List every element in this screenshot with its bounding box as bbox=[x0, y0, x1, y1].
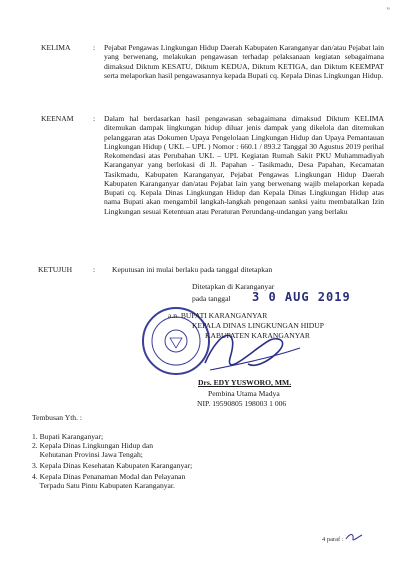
list-item: 1. Bupati Karanganyar; bbox=[32, 432, 104, 441]
clause-label-ketujuh: KETUJUH bbox=[38, 265, 73, 274]
place-line: Ditetapkan di Karanganyar bbox=[192, 282, 275, 291]
clause-colon: : bbox=[93, 265, 96, 274]
paraf-signature bbox=[344, 531, 364, 543]
list-item: 3. Kepala Dinas Kesehatan Kabupaten Karanganyar; bbox=[32, 461, 193, 470]
signatory-name: Drs. EDY YUSWORO, MM. bbox=[198, 378, 292, 387]
list-item: 2. Kepala Dinas Lingkungan Hidup dan bbox=[32, 441, 154, 450]
on-behalf-line: a.n. BUPATI KARANGANYAR bbox=[168, 311, 268, 320]
paraf-label: 4 paraf : bbox=[322, 536, 344, 543]
list-item: 4. Kepala Dinas Penanaman Modal dan Pelayanan bbox=[32, 472, 186, 481]
list-item: Terpadu Satu Pintu Kabupaten Karanganyar. bbox=[32, 481, 175, 490]
signatory-nip: NIP. 19590805 198003 1 006 bbox=[197, 399, 287, 408]
office-line-1: KEPALA DINAS LINGKUNGAN HIDUP bbox=[192, 321, 324, 330]
corner-mark: " bbox=[386, 6, 390, 16]
date-label: pada tanggal bbox=[192, 294, 231, 303]
tembusan-title: Tembusan Yth. : bbox=[32, 413, 83, 422]
clause-colon: : bbox=[93, 114, 96, 123]
list-item: Kehutanan Provinsi Jawa Tengah; bbox=[32, 450, 143, 459]
signatory-rank: Pembina Utama Madya bbox=[208, 389, 280, 398]
clause-label-kelima: KELIMA bbox=[41, 43, 71, 52]
clause-text-ketujuh: Keputusan ini mulai berlaku pada tanggal ditetapkan bbox=[112, 265, 273, 274]
office-line-2: KABUPATEN KARANGANYAR bbox=[205, 331, 310, 340]
clause-colon: : bbox=[93, 43, 96, 52]
clause-text-kelima: Pejabat Pengawas Lingkungan Hidup Daerah Kabupaten Karanganyar dan/atau Pejabat lain yang berwenang, melakukan pengawasan terhadap pelaksanaan kegiatan sebagaimana dimaksud Diktum KESATU, Diktum KEDUA, Diktum KETIGA, dan Diktum KEEMPAT serta melaporkan hasil pengawasannya kepada Bupati cq. Kepala Dinas Lingkungan Hidup. bbox=[104, 43, 384, 80]
clause-text-keenam: Dalam hal berdasarkan hasil pengawasan sebagaimana dimaksud Diktum KELIMA ditemukan dampak lingkungan hidup diluar jenis dampak yang dikelola dan ditemukan pelanggaran atas Dokumen Upaya Pengelolaan Lingkungan Hidup dan Upaya Pemantauan Lingkungan Hidup ( UKL – UPL ) Nomor : 660.1 / 893.2 Tanggal 30 Agustus 2019 perihal Rekomendasi atas Perubahan UKL – UPL Kegiatan Rumah Sakit PKU Muhammadiyah Karanganyar yang berlokasi di Jl. Papahan - Tasikmadu, Desa Papahan, Kecamatan Tasikmadu, Kabupaten Karanganyar, Pejabat Pengawas Lingkungan Hidup Daerah Kabupaten Karanganyar dan/atau Pejabat lain yang berwenang wajib melaporkan kepada Bupati cq. Kepala Dinas Lingkungan Hidup dan Kepala Dinas Lingkungan Hidup atas nama Bupati akan mengambil langkah-langkah pengenaan sanksi yaitu membatalkan Izin Lingkungan sesuai Ketentuan atau Peraturan Perundang-undangan yang berlaku bbox=[104, 114, 384, 216]
clause-label-keenam: KEENAM bbox=[41, 114, 74, 123]
date-stamp: 3 0 AUG 2019 bbox=[252, 290, 351, 304]
